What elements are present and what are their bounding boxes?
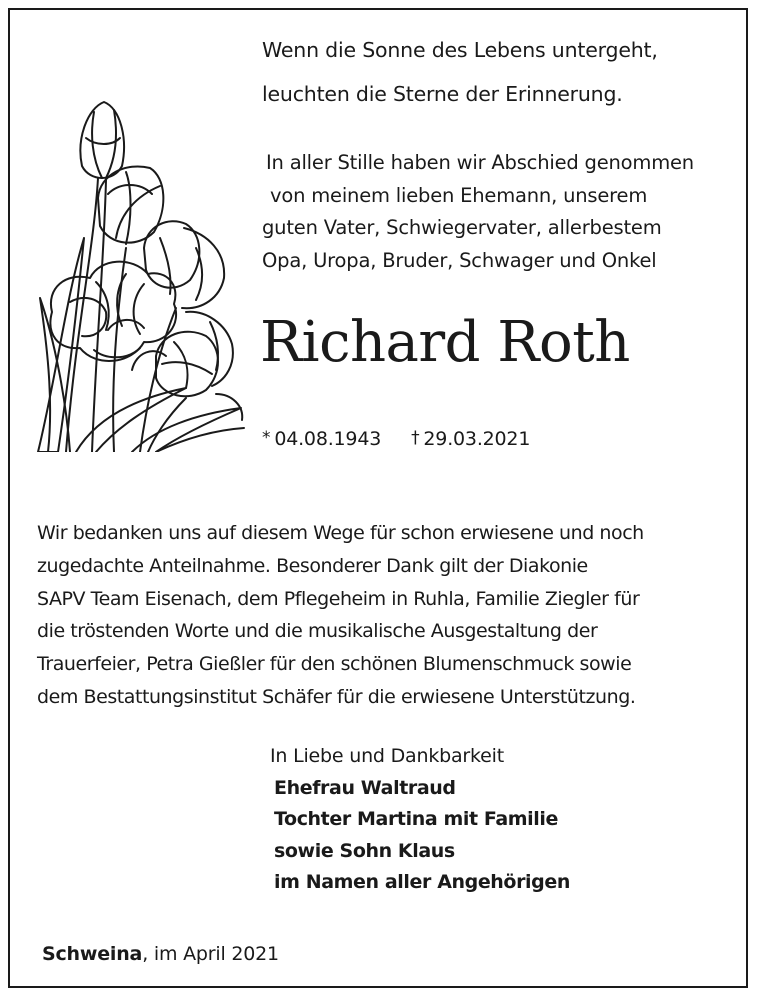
place-town: Schweina [42,943,143,965]
death-date: 29.03.2021 [423,428,531,450]
thanks-line: Wir bedanken uns auf diesem Wege für schon erwiesene und noch [37,522,644,544]
thanks-line: Trauerfeier, Petra Gießler für den schönen Blumenschmuck sowie [37,653,632,676]
signoff-block [270,741,570,899]
motto-line: leuchten die Sterne der Erinnerung. [262,82,623,106]
thanks-line: die tröstenden Worte und die musikalische Ausgestaltung der [37,620,598,643]
thanks-line: zugedachte Anteilnahme. Besonderer Dank gilt der Diakonie [37,554,588,577]
thanks-line: SAPV Team Eisenach, dem Pflegeheim in Ruhla, Familie Ziegler für [37,587,640,610]
acknowledgement-paragraph [37,517,644,714]
announcement-intro [262,147,694,277]
mourner-name: sowie Sohn Klaus [274,839,455,862]
intro-line: In aller Stille haben wir Abschied genommen [266,151,694,174]
thanks-line: dem Bestattungsinstitut Schäfer für die erwiesene Unterstützung. [37,685,636,708]
death-symbol: † [411,428,420,448]
motto-line: Wenn die Sonne des Lebens untergeht, [262,38,658,62]
intro-line: von meinem lieben Ehemann, unserem [270,183,648,207]
memorial-motto [262,28,658,116]
mourner-name: im Namen aller Angehörigen [274,871,570,893]
birth-symbol: * [262,428,271,448]
life-dates [262,422,530,455]
place-and-date [42,938,279,970]
deceased-name: Richard Roth [260,310,630,375]
birth-date: 04.08.1943 [274,428,382,450]
place-date: , im April 2021 [142,943,279,965]
signoff-heading: In Liebe und Dankbarkeit [270,745,504,767]
tulip-bouquet-illustration [36,98,246,452]
mourner-name: Ehefrau Waltraud [274,776,456,799]
intro-line: Opa, Uropa, Bruder, Schwager und Onkel [262,248,657,272]
mourner-name: Tochter Martina mit Familie [274,808,559,830]
intro-line: guten Vater, Schwiegervater, allerbestem [262,216,662,239]
